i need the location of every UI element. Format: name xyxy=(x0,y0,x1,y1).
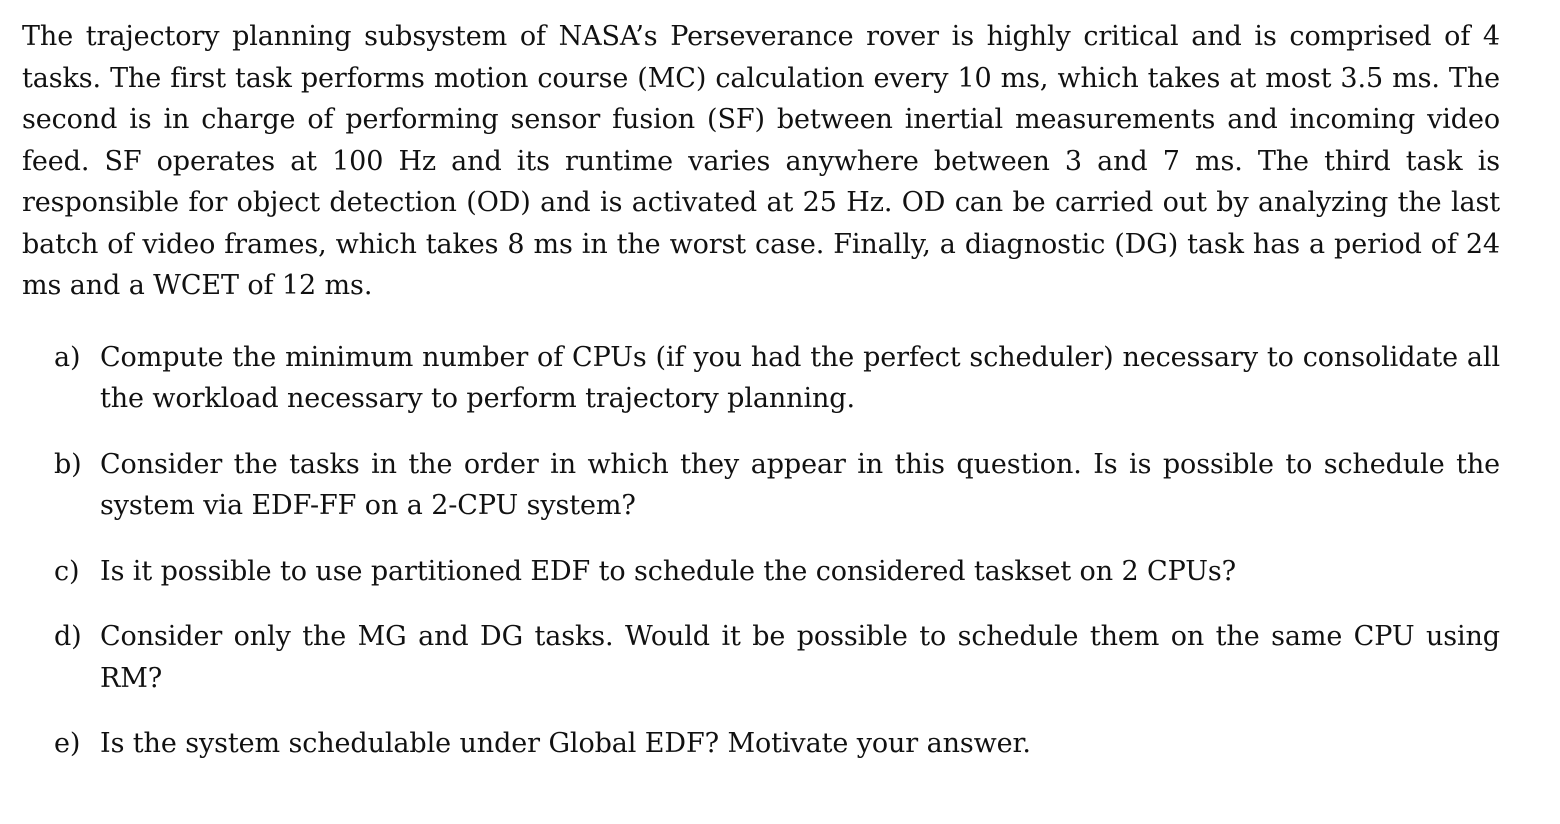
question-marker: c) xyxy=(54,555,80,587)
question-b xyxy=(22,444,1500,527)
question-list xyxy=(22,337,1500,765)
problem-document xyxy=(22,16,1500,789)
question-d xyxy=(22,616,1500,699)
question-c xyxy=(22,551,1500,593)
question-marker: b) xyxy=(54,448,82,480)
question-text: Compute the minimum number of CPUs (if you had the perfect scheduler) necessary to consolidate all the workload necessary to perform trajectory planning. xyxy=(100,341,1500,414)
problem-statement: The trajectory planning subsystem of NASA’s Perseverance rover is highly critical and is comprised of 4 tasks. The first task performs motion course (MC) calculation every 10 ms, which takes at most 3.5 ms. The second is in charge of performing sensor fusion (SF) between inertial measurements and incoming video feed. SF operates at 100 Hz and its runtime varies anywhere between 3 and 7 ms. The third task is responsible for object detection (OD) and is activated at 25 Hz. OD can be carried out by analyzing the last batch of video frames, which takes 8 ms in the worst case. Finally, a diagnostic (DG) task has a period of 24 ms and a WCET of 12 ms. xyxy=(22,21,1500,301)
question-a xyxy=(22,337,1500,420)
question-text: Consider only the MG and DG tasks. Would it be possible to schedule them on the same CPU using RM? xyxy=(100,621,1500,694)
question-marker: e) xyxy=(54,728,81,759)
question-marker: d) xyxy=(54,621,82,652)
question-e xyxy=(22,723,1500,765)
question-text: Is it possible to use partitioned EDF to schedule the considered taskset on 2 CPUs? xyxy=(100,555,1236,587)
question-text: Is the system schedulable under Global EDF? Motivate your answer. xyxy=(100,728,1031,759)
question-marker: a) xyxy=(54,341,81,373)
question-text: Consider the tasks in the order in which they appear in this question. Is is possible to schedule the system via EDF-FF on a 2-CPU system? xyxy=(100,448,1500,521)
